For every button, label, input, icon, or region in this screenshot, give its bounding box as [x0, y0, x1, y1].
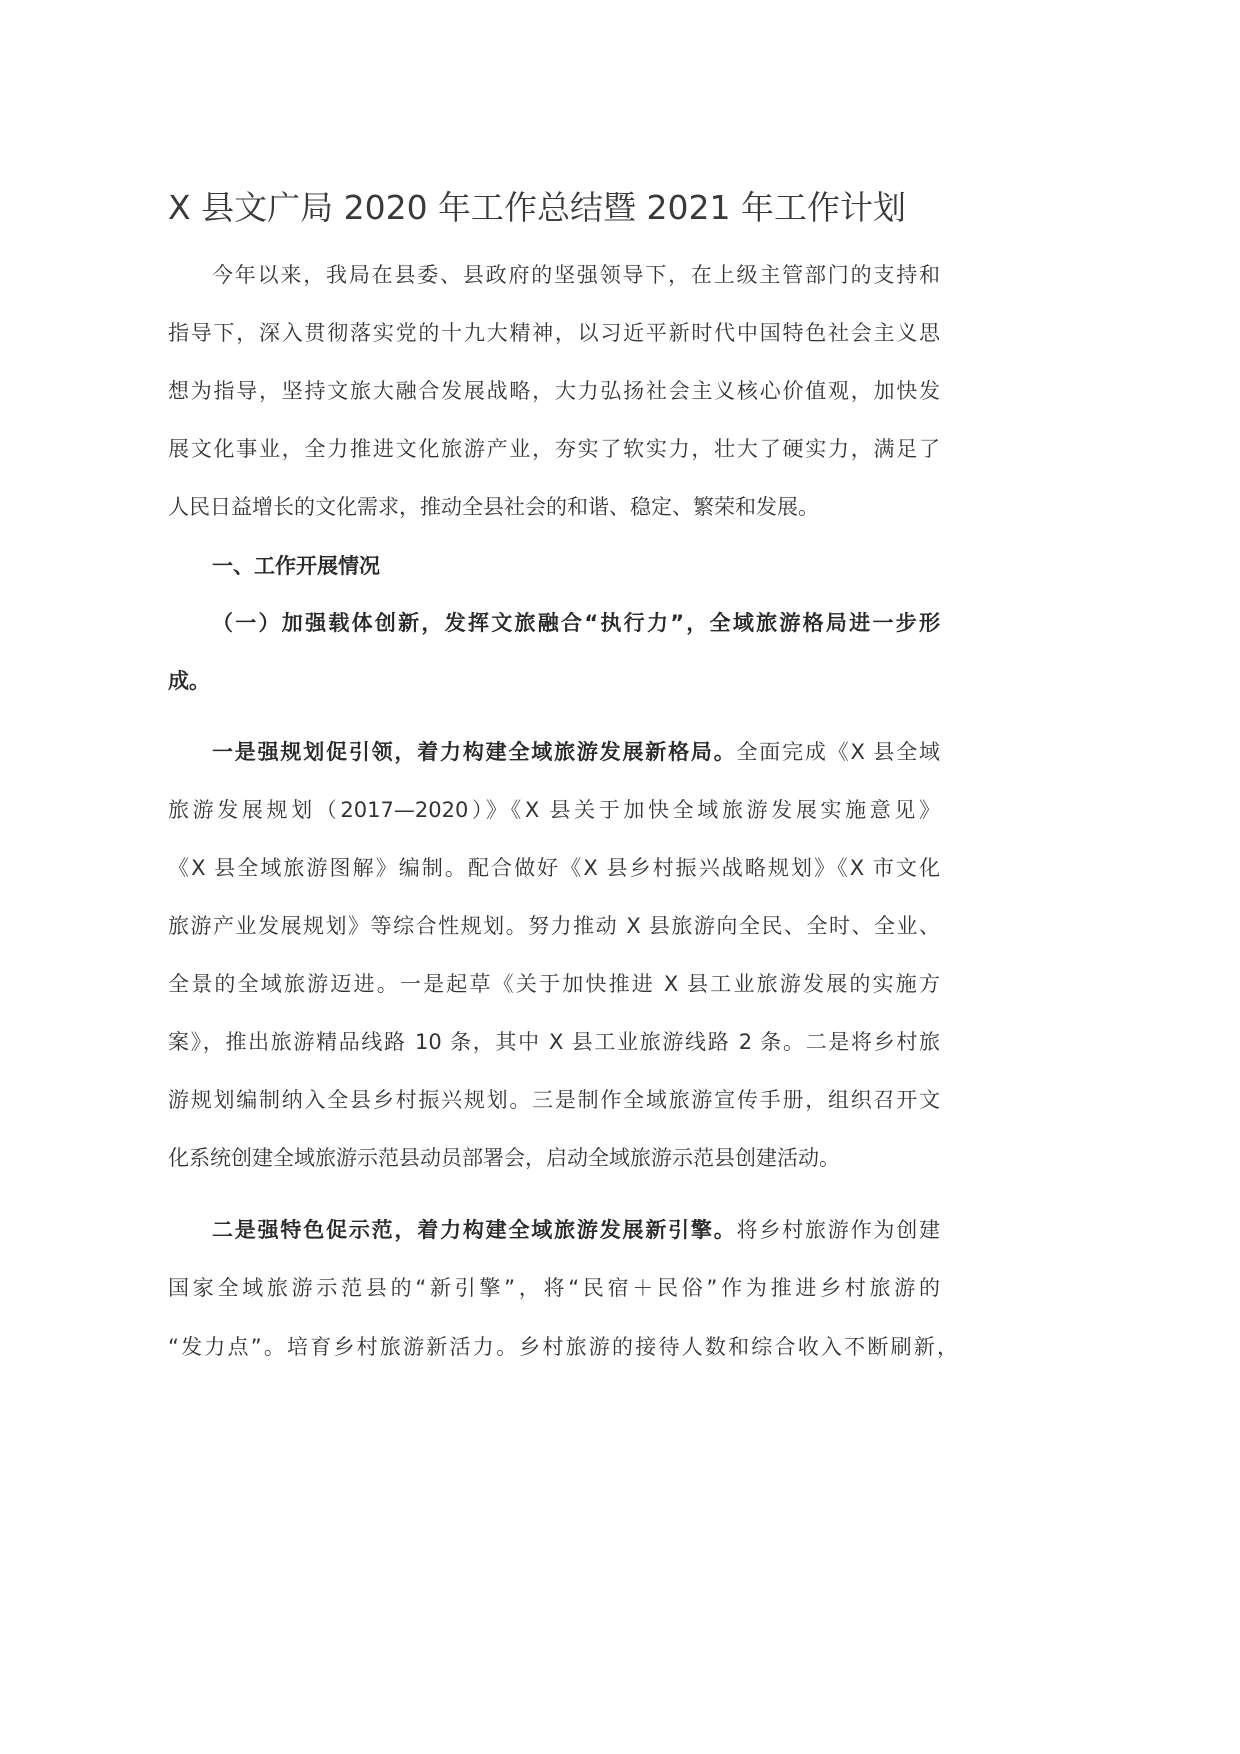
para2-text: 将乡村旅游作为创建 — [736, 1218, 940, 1242]
para1-line: 化系统创建全域旅游示范县动员部署会，启动全域旅游示范县创建活动。 — [168, 1146, 840, 1170]
para1-lead: 一是强规划促引领，着力构建全域旅游发展新格局。 — [212, 740, 737, 764]
intro-line: 人民日益增长的文化需求，推动全县社会的和谐、稳定、繁荣和发展。 — [168, 495, 819, 519]
intro-line: 指导下，深入贯彻落实党的十九大精神，以习近平新时代中国特色社会主义思 — [168, 321, 940, 345]
subsection-heading: （一）加强载体创新，发挥文旅融合“执行力”，全域旅游格局进一步形 — [212, 611, 940, 635]
para1-line: 旅游产业发展规划》等综合性规划。努力推动 X 县旅游向全民、全时、全业、 — [168, 914, 940, 938]
para1-line: 案》，推出旅游精品线路 10 条，其中 X 县工业旅游线路 2 条。二是将乡村旅 — [168, 1030, 940, 1054]
para2-line: “发力点”。培育乡村旅游新活力。乡村旅游的接待人数和综合收入不断刷新， — [168, 1335, 958, 1359]
section-heading: 一、工作开展情况 — [212, 554, 380, 578]
para1-line: 旅游发展规划（2017—2020）》《X 县关于加快全域旅游发展实施意见》 — [168, 798, 940, 822]
para2-lead: 二是强特色促示范，着力构建全域旅游发展新引擎。 — [212, 1218, 737, 1242]
para1-text: 全面完成《X 县全域 — [736, 740, 940, 764]
para2-first-line — [168, 1215, 940, 1245]
para1-first-line — [168, 737, 940, 767]
para1-line: 全景的全域旅游迈进。一是起草《关于加快推进 X 县工业旅游发展的实施方 — [168, 972, 940, 996]
para1-line: 《X 县全域旅游图解》编制。配合做好《X 县乡村振兴战略规划》《X 市文化 — [168, 856, 940, 880]
intro-line: 想为指导，坚持文旅大融合发展战略，大力弘扬社会主义核心价值观，加快发 — [168, 379, 940, 403]
intro-line: 展文化事业，全力推进文化旅游产业，夯实了软实力，壮大了硬实力，满足了 — [168, 437, 940, 461]
intro-line: 今年以来，我局在县委、县政府的坚强领导下，在上级主管部门的支持和 — [212, 263, 940, 287]
document-title: X 县文广局 2020 年工作总结暨 2021 年工作计划 — [168, 188, 907, 227]
para1-line: 游规划编制纳入全县乡村振兴规划。三是制作全域旅游宣传手册，组织召开文 — [168, 1088, 940, 1112]
para2-line: 国家全域旅游示范县的“新引擎”，将“民宿＋民俗”作为推进乡村旅游的 — [168, 1276, 940, 1300]
subsection-heading: 成。 — [168, 669, 210, 693]
